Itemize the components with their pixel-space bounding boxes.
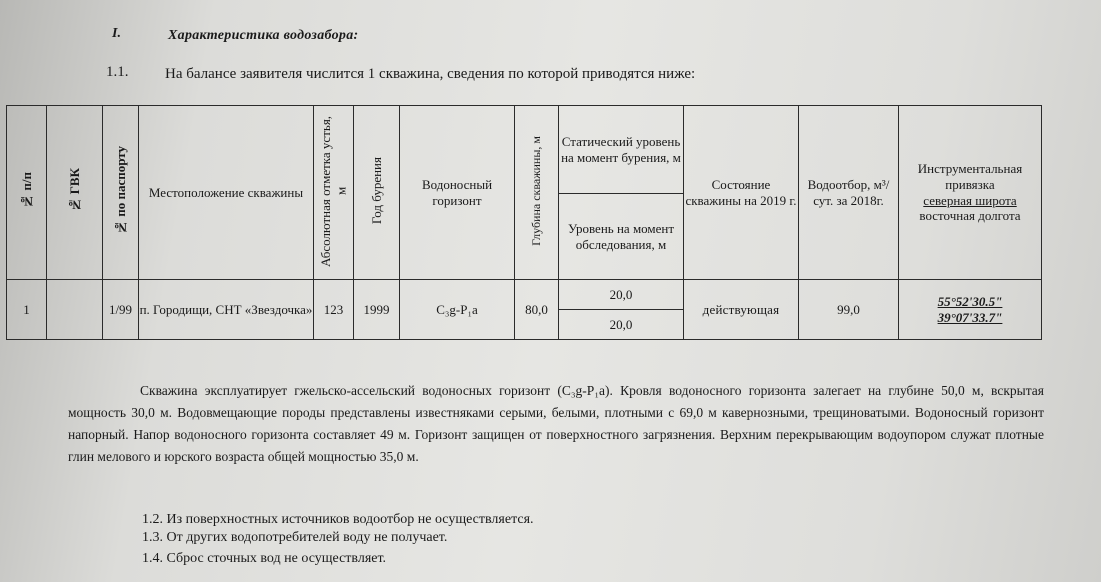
cell-survey-level: 20,0 (559, 310, 684, 340)
cell-static-level: 20,0 (559, 280, 684, 310)
cell-lon: 39°07'33.7" (937, 309, 1003, 325)
subsection-text: На балансе заявителя числится 1 скважина, сведения по которой приводятся ниже: (165, 66, 696, 82)
header-survey-level: Уровень на момент обследования, м (559, 194, 684, 280)
header-altitude: Абсолютная отметка устья, м (314, 106, 354, 280)
header-state: Состояние скважины на 2019 г. (684, 106, 799, 280)
header-passport: № по паспорту (103, 106, 139, 280)
header-static-level: Статический уровень на момент бурения, м (559, 106, 684, 194)
cell-passport: 1/99 (103, 280, 139, 340)
cell-lat: 55°52'30.5" (937, 293, 1003, 309)
cell-coords (899, 280, 1042, 340)
header-year: Год бурения (354, 106, 400, 280)
cell-num: 1 (7, 280, 47, 340)
list-item: 1.4. Сброс сточных вод не осуществляет. (142, 551, 387, 566)
header-location: Местоположение скважины (139, 106, 314, 280)
header-gvk: № ГВК (47, 106, 103, 280)
cell-year: 1999 (354, 280, 400, 340)
coords-lat-label: северная широта (923, 192, 1017, 208)
section-number: I. (112, 26, 121, 41)
subsection-number: 1.1. (106, 64, 129, 80)
header-withdrawal: Водоотбор, м³/сут. за 2018г. (799, 106, 899, 280)
cell-altitude: 123 (314, 280, 354, 340)
cell-withdrawal: 99,0 (799, 280, 899, 340)
cell-aquifer: C₃g-P₁a (400, 280, 515, 340)
header-coords (899, 106, 1042, 280)
cell-location: п. Городищи, СНТ «Звездочка» (139, 280, 314, 340)
coords-title: Инструментальная привязка (917, 161, 1023, 192)
header-aquifer: Водоносный горизонт (400, 106, 515, 280)
section-title: Характеристика водозабора: (168, 28, 359, 43)
cell-depth: 80,0 (515, 280, 559, 340)
coords-lon-label: восточная долгота (919, 208, 1021, 224)
list-item: 1.3. От других водопотребителей воду не получает. (142, 530, 448, 545)
cell-state: действующая (684, 280, 799, 340)
header-depth: Глубина скважины, м (515, 106, 559, 280)
wells-table (6, 105, 1042, 340)
list-item: 1.2. Из поверхностных источников водоотбор не осуществляется. (142, 512, 534, 527)
cell-gvk (47, 280, 103, 340)
header-num: № п/п (7, 106, 47, 280)
table-row (7, 280, 1042, 310)
description-paragraph: Скважина эксплуатирует гжельско-ассельский водоносных горизонт (C₃g-P₁a). Кровля водоносного горизонта залегает на глубине 50,0 м, вскрытая мощность 30,0 м. Водовмещающие породы представлены известняками серыми, белыми, плотными с 69,0 м кавернозными, трещиноватыми. Водоносный горизонт напорный. Напор водоносного горизонта составляет 49 м. Горизонт защищен от поверхностного загрязнения. Верхним перекрывающим водоупором служат плотные глин мелового и юрского возраста общей мощностью 35,0 м. (68, 383, 1044, 464)
table-header-row (7, 106, 1042, 194)
